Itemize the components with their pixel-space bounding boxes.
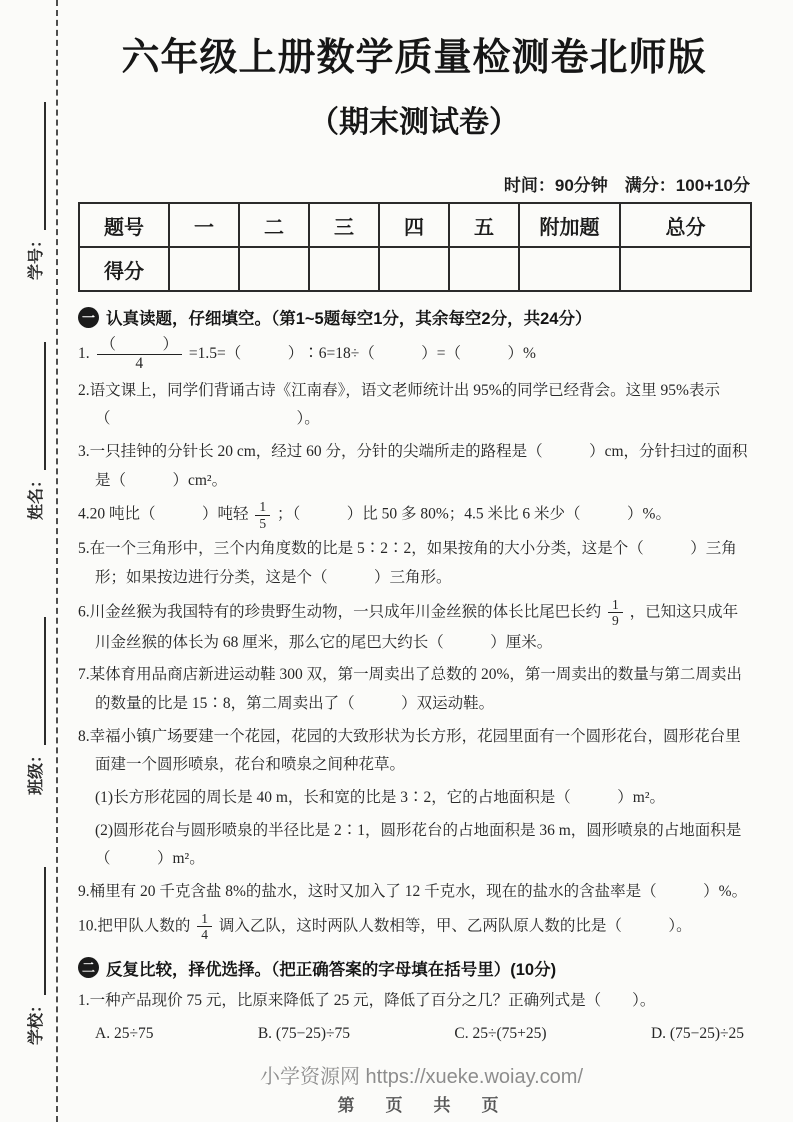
footer-site-url: 小学资源网 https://xueke.woiay.com/: [259, 1066, 584, 1088]
score-col-bonus: 附加题: [519, 203, 620, 247]
question-8-sub-1: (1)长方形花园的周长是 40 m，长和宽的比是 3∶2，它的占地面积是（ ）m²。: [95, 789, 665, 807]
score-table-header-row: [79, 203, 751, 247]
question-1-text: =1.5=（ ）∶6=18÷（ ）=（ ）%: [188, 344, 536, 362]
section1-number-icon: 一: [78, 307, 99, 328]
score-cell: [519, 247, 620, 291]
sidebar-field-school: [20, 833, 46, 1045]
class-label: 班级：: [28, 746, 45, 795]
option-d: D. (75−25)÷25: [650, 1025, 744, 1043]
option-c: C. 25÷(75+25): [454, 1025, 547, 1043]
score-col-4: 四: [379, 203, 449, 247]
question-6-text-b: ，已知这只成年川金丝猴的体长为 68 厘米，那么它的尾巴大约长（ ）厘米。: [95, 603, 739, 651]
score-col-5: 五: [449, 203, 519, 247]
name-label: 姓名：: [28, 471, 45, 520]
section2-question-1: 1.一种产品现价 75 元，比原来降低了 25 元，降低了百分之几？正确列式是（ ）。: [78, 991, 656, 1009]
page-title: 六年级上册数学质量检测卷北师版: [121, 37, 707, 79]
question-10-text-b: 调入乙队，这时两队人数相等，甲、乙两队原人数的比是（ ）。: [218, 917, 692, 935]
page-footer: [80, 1060, 763, 1116]
question-4: [78, 499, 750, 531]
score-table: [78, 202, 752, 292]
score-row-label: 得分: [79, 247, 169, 291]
section2-header: [78, 956, 750, 980]
question-9: 9.桶里有 20 千克含盐 8%的盐水，这时又加入了 12 千克水，现在的盐水的含盐率是（ ）%。: [78, 883, 748, 901]
student-no-label: 学号：: [28, 231, 45, 280]
exam-content: [78, 0, 750, 1049]
score-cell: [449, 247, 519, 291]
fraction: $\frac{1}{5}$: [255, 499, 270, 531]
sidebar-field-student-no: [20, 68, 46, 280]
question-7: 7.某体育用品商店新进运动鞋 300 双，第一周卖出了总数的 20%，第一周卖出的数量与第二周卖出的数量的比是 15∶8，第二周卖出了（ ）双运动鞋。: [78, 666, 742, 713]
fraction: $\frac{1}{9}$: [608, 597, 623, 629]
score-table-score-row: [79, 247, 751, 291]
name-blank: [26, 342, 46, 470]
question-2: 2.语文课上，同学们背诵古诗《江南春》，语文老师统计出 95%的同学已经背会。这里 95%表示（ ）。: [78, 381, 720, 428]
question-3: 3.一只挂钟的分针长 20 cm，经过 60 分，分针的尖端所走的路程是（ ）cm，分针扫过的面积是（ ）cm²。: [78, 442, 748, 489]
option-a: A. 25÷75: [95, 1025, 154, 1043]
question-6: [78, 597, 750, 658]
section1-header: [78, 305, 750, 329]
footer-page-indicator: 第 页 共 页: [337, 1096, 506, 1115]
question-8-sub-2: (2)圆形花台与圆形喷泉的半径比是 2∶1，圆形花台的占地面积是 36 m，圆形喷泉的占地面积是（ ）m²。: [95, 821, 742, 868]
fold-line: [56, 0, 58, 1122]
score-col-2: 二: [239, 203, 309, 247]
question-10: [78, 911, 750, 943]
section1-title: 认真读题，仔细填空。（第1~5题每空1分，其余每空2分，共24分）: [106, 310, 592, 328]
sidebar-field-class: [20, 583, 46, 795]
section2-number-icon: 二: [78, 957, 99, 978]
section2-title: 反复比较，择优选择。（把正确答案的字母填在括号里）(10分): [106, 960, 557, 979]
student-no-blank: [26, 102, 46, 230]
exam-meta: 时间：90分钟 满分：100+10分: [503, 176, 750, 195]
school-label: 学校：: [28, 996, 45, 1045]
question-5: 5.在一个三角形中，三个内角度数的比是 5∶2∶2，如果按角的大小分类，这是个（ ）三角形；如果按边进行分类，这是个（ ）三角形。: [78, 540, 737, 587]
sidebar-field-name: [20, 308, 46, 520]
score-col-3: 三: [309, 203, 379, 247]
score-col-label: 题号: [79, 203, 169, 247]
page-subtitle: （期末测试卷）: [309, 106, 519, 139]
score-col-1: 一: [169, 203, 239, 247]
question-10-text-a: 10.把甲队人数的: [78, 917, 191, 935]
score-cell: [309, 247, 379, 291]
score-cell: [169, 247, 239, 291]
score-cell: [620, 247, 751, 291]
school-blank: [26, 867, 46, 995]
class-blank: [26, 617, 46, 745]
section2-question-1-options: [78, 1019, 750, 1048]
question-8: 8.幸福小镇广场要建一个花园，花园的大致形状为长方形，花园里面有一个圆形花台，圆形花台里面建一个圆形喷泉，花台和喷泉之间种花草。: [78, 727, 741, 774]
question-6-text-a: 6.川金丝猴为我国特有的珍贵野生动物，一只成年川金丝猴的体长比尾巴长约: [78, 603, 602, 621]
option-b: B. (75−25)÷75: [257, 1025, 351, 1043]
question-1: [78, 336, 750, 373]
fraction: $\frac{( )}{4}$: [97, 336, 183, 373]
score-cell: [239, 247, 309, 291]
question-1-number: 1.: [78, 344, 90, 362]
question-4-text-a: 4.20 吨比（ ）吨轻: [78, 505, 249, 523]
score-col-total: 总分: [620, 203, 751, 247]
question-4-text-b: ；（ ）比 50 多 80%；4.5 米比 6 米少（ ）%。: [277, 505, 671, 523]
fraction: $\frac{1}{4}$: [197, 911, 212, 943]
score-cell: [379, 247, 449, 291]
